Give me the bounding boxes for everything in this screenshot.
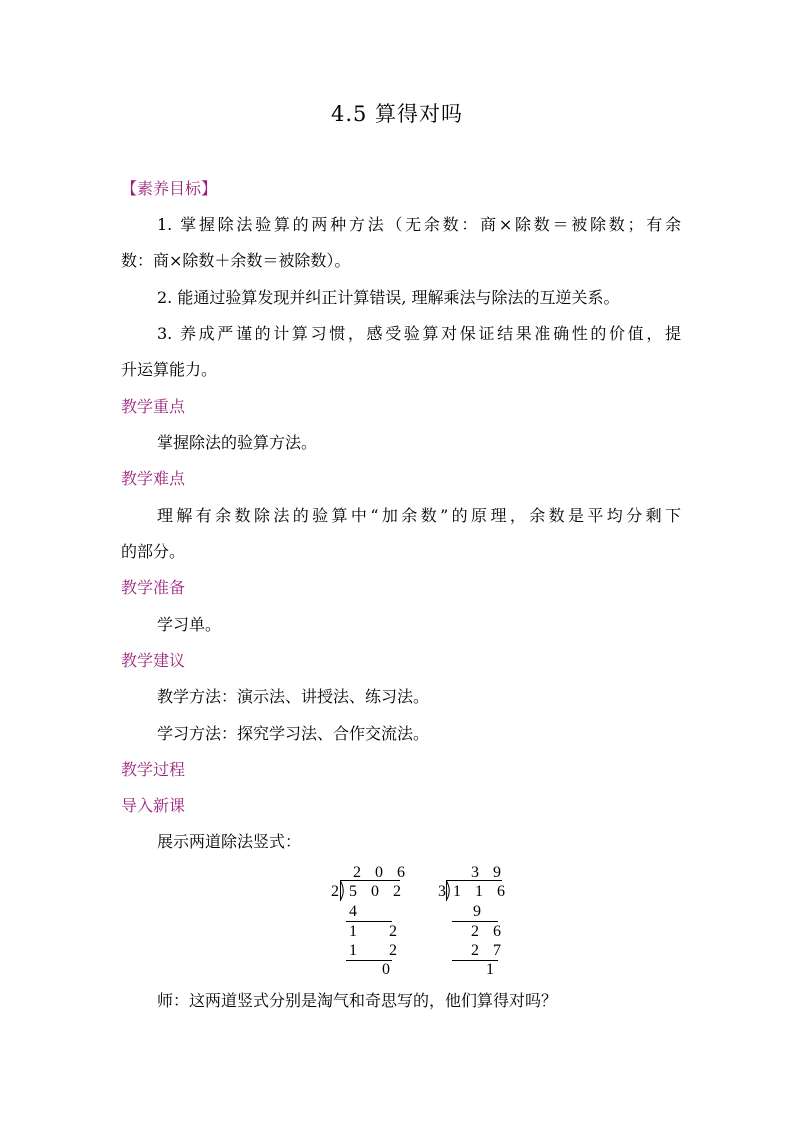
- goal-2: 2. 能通过验算发现并纠正计算错误, 理解乘法与除法的互逆关系。: [157, 288, 620, 307]
- remainder: 1: [486, 961, 499, 978]
- intro-heading: 导入新课: [121, 796, 186, 815]
- key-points-heading: 教学重点: [121, 397, 186, 416]
- dividend: 5 0 2: [349, 883, 406, 900]
- teaching-methods: 教学方法：演示法、讲授法、练习法。: [157, 687, 430, 706]
- goals-heading: 【素养目标】: [121, 179, 218, 198]
- goal-3-line-1: 3. 养成严谨的计算习惯，感受验算对保证结果准确性的价值，提: [157, 324, 681, 343]
- advice-heading: 教学建议: [121, 651, 186, 670]
- step-3: 1 2: [349, 942, 402, 959]
- long-division-1: [330, 864, 410, 984]
- divider-line: [452, 921, 498, 922]
- step-2: 2 6: [471, 923, 506, 940]
- learning-methods: 学习方法：探究学习法、合作交流法。: [157, 724, 430, 743]
- step-1: 9: [473, 903, 486, 920]
- divisor: 3: [438, 883, 451, 900]
- long-division-2: [436, 864, 510, 984]
- step-1: 4: [349, 903, 362, 920]
- preparation-heading: 教学准备: [121, 578, 186, 597]
- divider-line: [346, 921, 392, 922]
- dividend: 1 1 6: [453, 883, 510, 900]
- step-3: 2 7: [471, 942, 506, 959]
- goal-1-line-1: 1. 掌握除法验算的两种方法（无余数：商×除数＝被除数；有余: [157, 215, 681, 234]
- step-2: 1 2: [349, 923, 402, 940]
- goal-3-line-2: 升运算能力。: [121, 360, 218, 379]
- page-title: 4.5 算得对吗: [330, 102, 464, 126]
- quotient: 3 9: [471, 864, 506, 881]
- difficult-points-line-2: 的部分。: [121, 542, 186, 561]
- quotient: 2 0 6: [353, 864, 410, 881]
- remainder: 0: [382, 961, 395, 978]
- difficult-points-heading: 教学难点: [121, 469, 186, 488]
- process-heading: 教学过程: [121, 760, 186, 779]
- intro-text: 展示两道除法竖式：: [157, 832, 302, 851]
- divisor: 2: [331, 883, 344, 900]
- goal-1-line-2: 数：商×除数＋余数＝被除数）。: [121, 251, 351, 270]
- preparation-text: 学习单。: [157, 615, 222, 634]
- difficult-points-line-1: 理解有余数除法的验算中“加余数”的原理，余数是平均分剩下: [157, 506, 681, 525]
- key-points-text: 掌握除法的验算方法。: [157, 433, 318, 452]
- teacher-question: 师：这两道竖式分别是淘气和奇思写的，他们算得对吗？: [157, 991, 558, 1010]
